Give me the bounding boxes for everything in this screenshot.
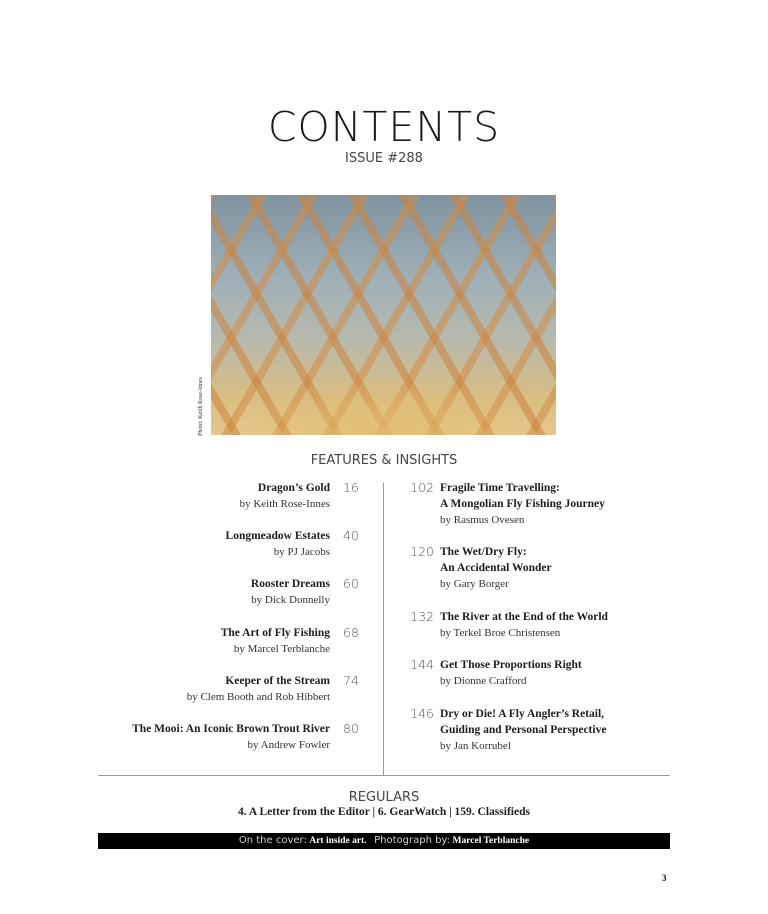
feature-page-number: 146 bbox=[410, 706, 434, 721]
section-divider bbox=[98, 775, 670, 776]
feature-page-number: 16 bbox=[343, 480, 359, 495]
cover-label: On the cover: bbox=[238, 835, 307, 846]
feature-title: The Wet/Dry Fly: bbox=[440, 546, 527, 558]
feature-title: The Art of Fly Fishing bbox=[220, 627, 330, 639]
feature-entry[interactable] bbox=[0, 673, 330, 705]
feature-entry[interactable] bbox=[440, 480, 680, 528]
feature-page-number: 120 bbox=[410, 544, 434, 559]
feature-author: by Dionne Crafford bbox=[440, 675, 527, 687]
feature-author: by Clem Booth and Rob Hibbert bbox=[186, 691, 330, 703]
feature-entry[interactable] bbox=[440, 657, 680, 689]
photo-credit: Photo: Keith Rose-Innes bbox=[198, 377, 204, 436]
features-heading: FEATURES & INSIGHTS bbox=[310, 453, 458, 468]
feature-title: The Mooi: An Iconic Brown Trout River bbox=[132, 723, 330, 735]
feature-title: Fragile Time Travelling: bbox=[440, 482, 560, 494]
feature-author: by Keith Rose-Innes bbox=[239, 498, 330, 510]
regulars-list: 4. A Letter from the Editor | 6. GearWatch | 159. Classifieds bbox=[238, 806, 530, 818]
feature-page-number: 60 bbox=[343, 576, 359, 591]
column-divider bbox=[383, 483, 384, 775]
feature-entry[interactable] bbox=[440, 706, 680, 754]
page-number: 3 bbox=[662, 873, 667, 883]
fish-scales-photo bbox=[211, 195, 556, 435]
feature-title-line2: An Accidental Wonder bbox=[440, 562, 552, 574]
feature-page-number: 144 bbox=[410, 657, 434, 672]
photograph-label: Photograph by: bbox=[374, 835, 450, 846]
feature-title: Dragon’s Gold bbox=[257, 482, 330, 494]
regulars-heading: REGULARS bbox=[348, 790, 420, 805]
feature-title: Dry or Die! A Fly Angler’s Retail, bbox=[440, 708, 605, 720]
feature-title-line2: A Mongolian Fly Fishing Journey bbox=[440, 498, 605, 510]
cover-description: Art inside art. bbox=[309, 836, 367, 846]
page-title: CONTENTS bbox=[267, 103, 501, 151]
feature-author: by Andrew Fowler bbox=[247, 739, 330, 751]
feature-page-number: 102 bbox=[410, 480, 434, 495]
feature-title: Longmeadow Estates bbox=[225, 530, 330, 542]
feature-author: by Marcel Terblanche bbox=[233, 643, 330, 655]
feature-title: Get Those Proportions Right bbox=[440, 659, 582, 671]
feature-entry[interactable] bbox=[0, 625, 330, 657]
feature-page-number: 40 bbox=[343, 528, 359, 543]
feature-author: by PJ Jacobs bbox=[273, 546, 330, 558]
feature-title: Rooster Dreams bbox=[250, 578, 330, 590]
issue-number: ISSUE #288 bbox=[345, 151, 423, 166]
feature-author: by Rasmus Ovesen bbox=[440, 514, 525, 526]
feature-author: by Jan Korrubel bbox=[440, 740, 511, 752]
feature-entry[interactable] bbox=[0, 576, 330, 608]
feature-page-number: 132 bbox=[410, 609, 434, 624]
cover-caption-bar bbox=[98, 833, 670, 849]
feature-author: by Terkel Broe Christensen bbox=[440, 627, 561, 639]
feature-entry[interactable] bbox=[0, 528, 330, 560]
feature-page-number: 80 bbox=[343, 721, 359, 736]
feature-entry[interactable] bbox=[440, 544, 680, 592]
feature-page-number: 68 bbox=[343, 625, 359, 640]
feature-entry[interactable] bbox=[440, 609, 680, 641]
feature-title: Keeper of the Stream bbox=[225, 675, 330, 687]
feature-title: The River at the End of the World bbox=[440, 611, 608, 623]
cover-photographer: Marcel Terblanche bbox=[452, 836, 530, 846]
feature-page-number: 74 bbox=[343, 673, 359, 688]
feature-title-line2: Guiding and Personal Perspective bbox=[440, 724, 607, 736]
feature-entry[interactable] bbox=[0, 480, 330, 512]
feature-author: by Dick Donnelly bbox=[251, 594, 330, 606]
feature-author: by Gary Borger bbox=[440, 578, 509, 590]
feature-entry[interactable] bbox=[0, 721, 330, 753]
